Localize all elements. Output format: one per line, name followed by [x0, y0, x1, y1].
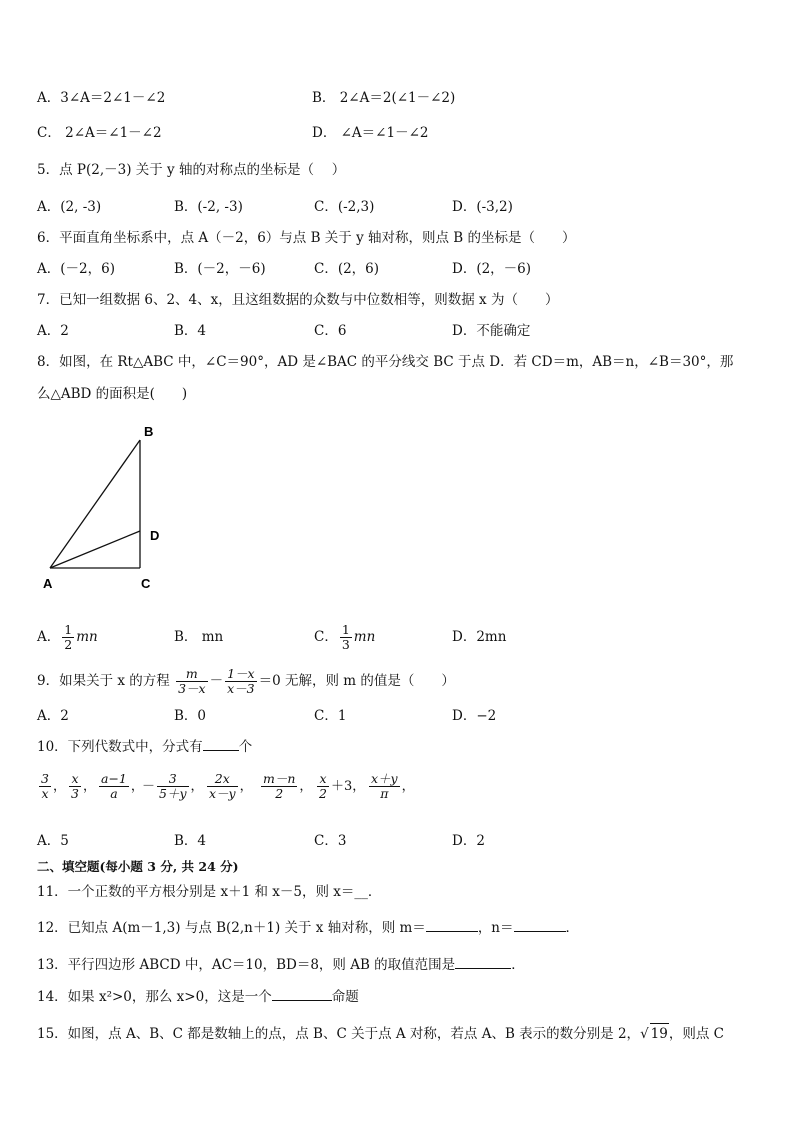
expr-1: $\frac{3}{x}$ — [41, 771, 49, 801]
q5-option-b: B．(-2, -3) — [174, 199, 243, 215]
q10-option-b: B．4 — [174, 833, 207, 849]
q5-option-a: A．(2, -3) — [37, 199, 102, 215]
q9-options — [37, 705, 767, 729]
q10-options — [37, 830, 767, 854]
fraction: $\frac{1}{3}$ — [341, 622, 350, 652]
q4-option-d: D． ∠A＝∠1－∠2 — [312, 125, 429, 141]
sqrt-icon: √ — [640, 1026, 649, 1042]
q4-option-b: B． 2∠A＝2(∠1－∠2) — [312, 90, 456, 106]
answer-blank[interactable] — [203, 738, 239, 751]
q7-options — [37, 320, 767, 344]
expr-3: $\frac{a-1}{a}$ — [101, 771, 127, 801]
expr-4: $\frac{3}{5+y}$ — [159, 771, 187, 801]
q6-options — [37, 258, 767, 282]
q15-stem: 15．如图，点 A、B、C 都是数轴上的点，点 B、C 关于点 A 对称，若点 A、B 表示的数分别是 2，√ 19，则点 C — [37, 1023, 764, 1044]
answer-blank[interactable] — [272, 988, 332, 1001]
label-a: A — [43, 576, 53, 591]
q10-option-a: A．5 — [37, 833, 69, 849]
q9-option-b: B．0 — [174, 708, 207, 724]
q10-option-c: C．3 — [314, 833, 347, 849]
answer-blank-n[interactable] — [514, 919, 566, 932]
expr-7: $\frac{x}{2}$ — [319, 771, 327, 801]
q8-option-c: C． $\frac{1}{3}$ mn — [314, 622, 376, 652]
section-heading: 二、填空题(每小题 3 分, 共 24 分) — [37, 859, 239, 874]
q6-option-b: B．(－2，－6) — [174, 261, 266, 277]
expr-6: $\frac{m-n}{2}$ — [263, 771, 296, 801]
q9-option-a: A．2 — [37, 708, 69, 724]
q6-option-d: D．(2，－6) — [452, 261, 532, 277]
label-c: C — [141, 576, 151, 591]
q12-stem: 12．已知点 A(m－1,3) 与点 B(2,n＋1) 关于 x 轴对称，则 m＝ ，n＝ ． — [37, 920, 580, 936]
q9-option-d: D．−2 — [452, 708, 497, 724]
q7-stem: 7．已知一组数据 6、2、4、x，且这组数据的众数与中位数相等，则数据 x 为（ ） — [37, 292, 559, 308]
expr-8: $\frac{x+y}{\pi}$ — [371, 771, 398, 801]
q5-stem: 5．点 P(2,－3) 关于 y 轴的对称点的坐标是（ ） — [37, 162, 346, 178]
fraction: $\frac{m}{3-x}$ — [178, 666, 206, 696]
q11-stem: 11．一个正数的平方根分别是 x＋1 和 x－5，则 x＝__． — [37, 884, 382, 900]
q8-option-b: B． mn — [174, 629, 224, 645]
q4-option-c: C． 2∠A＝∠1－∠2 — [37, 125, 162, 141]
q6-option-a: A．(－2，6) — [37, 261, 115, 277]
q4-option-a: A．3∠A＝2∠1－∠2 — [37, 90, 166, 106]
q8-stem-line1: 8．如图，在 Rt△ABC 中，∠C＝90°，AD 是∠BAC 的平分线交 BC 于点 D．若 CD＝m，AB＝n，∠B＝30°，那 — [37, 354, 734, 370]
q8-option-a: A． $\frac{1}{2}$ mn — [37, 622, 98, 652]
q8-option-d: D．2mn — [452, 629, 507, 645]
q5-option-c: C．(-2,3) — [314, 199, 375, 215]
triangle-figure — [40, 420, 170, 595]
answer-blank[interactable] — [455, 956, 511, 969]
q8-options — [37, 620, 767, 654]
q5-option-d: D．(-3,2) — [452, 199, 513, 215]
q7-option-d: D．不能确定 — [452, 323, 531, 339]
q7-option-c: C．6 — [314, 323, 347, 339]
q8-stem-line2: 么△ABD 的面积是( ) — [37, 386, 188, 402]
expr-2: $\frac{x}{3}$ — [71, 771, 79, 801]
q4-options-row2 — [37, 122, 767, 146]
fraction: $\frac{1-x}{x-3}$ — [227, 666, 255, 696]
q5-options — [37, 196, 767, 220]
expr-5: $\frac{2x}{x-y}$ — [209, 771, 236, 801]
q13-stem: 13．平行四边形 ABCD 中，AC＝10，BD＝8，则 AB 的取值范围是 ． — [37, 957, 525, 973]
q6-stem: 6．平面直角坐标系中，点 A（－2，6）与点 B 关于 y 轴对称，则点 B 的坐标是（ ） — [37, 230, 576, 246]
q7-option-a: A．2 — [37, 323, 69, 339]
q9-stem: 9．如果关于 x 的方程 $\frac{m}{3-x}$ － $\frac{1-x}{x-3}$ ＝0 无解，则 m 的值是（ ） — [37, 666, 455, 696]
label-d: D — [150, 528, 160, 543]
q14-stem: 14．如果 x²>0，那么 x>0，这是一个 命题 — [37, 989, 359, 1005]
q7-option-b: B．4 — [174, 323, 207, 339]
q10-stem: 10．下列代数式中，分式有 个 — [37, 739, 253, 755]
q6-option-c: C．(2，6) — [314, 261, 380, 277]
q9-option-c: C．1 — [314, 708, 347, 724]
label-b: B — [144, 424, 154, 439]
q10-expressions: $\frac{3}{x}$ ， $\frac{x}{3}$ ， $\frac{a-1}{a}$ ， － $\frac{3}{5+y}$ ， $\frac{2x}{x-y}$ ， $\frac{m-n}{2}$ ， $\frac{x}{2}$ ＋3， $\frac{x+y}{\pi}$ ， — [41, 771, 415, 801]
fraction: $\frac{1}{2}$ — [64, 622, 73, 652]
q10-option-d: D．2 — [452, 833, 485, 849]
q4-options — [37, 87, 767, 111]
answer-blank-m[interactable] — [426, 919, 478, 932]
